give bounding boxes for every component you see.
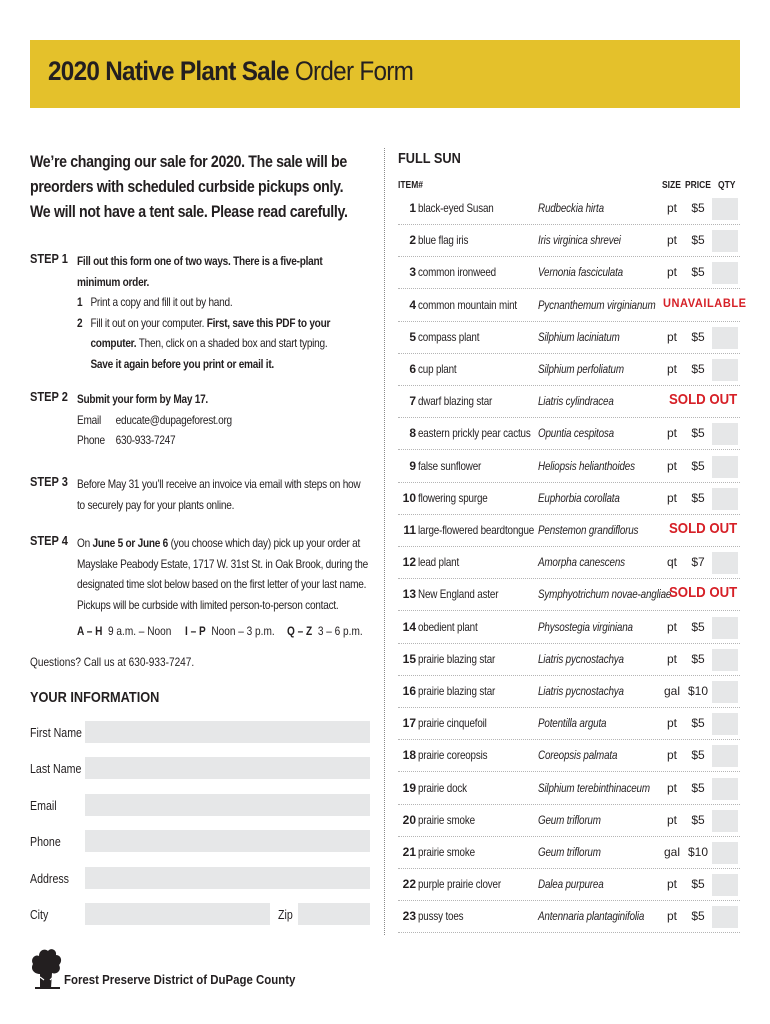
col-size-header: SIZE [662,180,681,191]
scientific-name: Antennaria plantaginifolia [538,909,645,924]
city-input[interactable] [85,903,270,925]
quantity-input[interactable] [712,681,738,703]
intro-line-1: We’re changing our sale for 2020. The sale will be [30,153,347,171]
item-size: pt [666,909,677,924]
item-size: pt [666,201,677,215]
address-field [30,867,370,889]
scientific-name: Symphyotrichum novae-angliae [538,587,672,602]
col-qty-header: QTY [718,180,736,191]
common-name: blue flag iris [418,233,469,248]
scientific-name: Liatris cylindracea [538,394,614,409]
item-size: pt [666,619,677,634]
scientific-name: Silphium perfoliatum [538,362,624,376]
quantity-input[interactable] [712,713,738,735]
step-1-label: STEP 1 [30,251,68,266]
step-4-line-2: Mayslake Peabody Estate, 1717 W. 31st St. in Oak Brook, during the [77,556,368,571]
item-price: $5 [691,909,705,924]
item-size: pt [666,362,677,376]
plant-row [398,676,740,708]
scientific-name: Silphium terebinthinaceum [538,780,650,795]
step-4-label: STEP 4 [30,533,68,548]
plant-row [398,515,740,547]
item-size: pt [666,748,677,763]
item-number: 22 [402,877,416,892]
scientific-name: Silphium laciniatum [538,329,620,344]
item-number: 15 [402,651,416,666]
scientific-name: Amorpha canescens [538,555,625,570]
common-name: eastern prickly pear cactus [418,426,531,441]
common-name: prairie smoke [418,812,475,827]
plant-row [398,740,740,772]
item-price: $5 [691,265,705,280]
quantity-input[interactable] [712,423,738,445]
common-name: common mountain mint [418,297,517,312]
pickup-slot-i-p: I – P Noon – 3 p.m. [185,624,275,638]
item-price: $5 [691,619,705,634]
common-name: lead plant [418,555,460,570]
page-title [48,56,413,87]
intro-line-2: preorders with scheduled curbside pickups only. [30,178,344,196]
address-input[interactable] [85,867,370,889]
common-name: common ironweed [418,265,496,280]
item-number: 16 [402,684,416,698]
item-price: $5 [691,490,705,505]
item-price: $5 [691,329,705,344]
item-number: 2 [409,233,416,248]
plant-row [398,805,740,837]
common-name: prairie blazing star [418,684,496,698]
common-name: pussy toes [418,909,464,924]
scientific-name: Penstemon grandiflorus [538,523,639,537]
last-name-input[interactable] [85,757,370,779]
step-1-option-2-cont: computer. Then, click on a shaded box and start typing. [90,336,328,350]
item-size: pt [666,780,677,795]
step-4-text [77,533,423,615]
item-number: 17 [402,716,416,731]
step-2-label: STEP 2 [30,389,68,404]
item-price: $5 [691,201,705,215]
plant-row [398,354,740,386]
phone-label: Phone [30,835,61,849]
step-1-line-2: minimum order. [77,274,150,289]
common-name: prairie coreopsis [418,748,488,763]
item-price: $5 [691,458,705,473]
common-name: black-eyed Susan [418,201,494,215]
quantity-input[interactable] [712,649,738,671]
intro-line-3: We will not have a tent sale. Please read carefully. [30,203,348,221]
phone-number: 630-933-7247 [115,433,176,447]
phone-field [30,830,370,852]
city-zip-field [30,903,370,925]
item-price: $5 [691,362,705,376]
item-size: pt [666,233,677,248]
plant-row [398,869,740,901]
phone-input[interactable] [85,830,370,852]
scientific-name: Pycnanthemum virginianum [538,297,656,312]
item-number: 8 [409,426,416,441]
step-2-line-1: Submit your form by May 17. [77,392,208,406]
plant-row [398,612,740,644]
quantity-input[interactable] [712,617,738,639]
email-label: Email [30,799,57,813]
plant-row [398,290,747,322]
item-price: $5 [691,716,705,731]
quantity-input[interactable] [712,230,738,252]
quantity-input[interactable] [712,552,738,574]
scientific-name: Coreopsis palmata [538,748,618,763]
plant-row [398,837,740,869]
plant-row [398,547,740,579]
col-item-header: ITEM# [398,180,424,191]
first-name-input[interactable] [85,721,370,743]
item-price: $5 [691,812,705,827]
item-number: 9 [409,458,416,473]
common-name: flowering spurge [418,490,488,505]
intro-text [30,150,399,225]
quantity-input[interactable] [712,842,738,864]
page-title-rest: Order Form [294,56,414,86]
quantity-input[interactable] [712,906,738,928]
item-number: 19 [402,780,416,795]
step-1-option-1: 1 Print a copy and fill it out by hand. [77,295,233,309]
plant-row [398,418,740,450]
common-name: purple prairie clover [418,877,501,892]
common-name: dwarf blazing star [418,394,493,409]
quantity-input[interactable] [712,745,738,767]
item-number: 23 [402,909,416,924]
header-banner [30,40,740,108]
item-number: 21 [402,845,416,859]
item-number: 11 [403,523,416,537]
step-3-line-2: to securely pay for your plants online. [77,497,235,512]
item-size: gal [663,845,680,859]
plant-row [398,451,740,483]
item-size: pt [666,458,677,473]
common-name: prairie cinquefoil [418,716,487,731]
scientific-name: Liatris pycnostachya [538,684,624,698]
step-4-line-3: designated time slot below based on the first letter of your last name. [77,577,367,591]
plant-row [398,483,740,515]
questions-text: Questions? Call us at 630-933-7247. [30,655,195,669]
common-name: prairie dock [418,780,467,795]
step-2-email: Email educate@dupageforest.org [77,412,232,427]
item-size: pt [666,426,677,441]
item-size: gal [663,684,680,698]
scientific-name: Heliopsis helianthoides [538,458,635,473]
item-price: $5 [691,877,705,892]
item-price: $5 [691,780,705,795]
plant-row [398,193,740,225]
email-input[interactable] [85,794,370,816]
common-name: prairie blazing star [418,651,496,666]
pickup-slot-q-z: Q – Z 3 – 6 p.m. [287,624,363,638]
item-number: 7 [409,394,416,409]
column-divider [384,148,385,935]
scientific-name: Opuntia cespitosa [538,426,614,441]
plant-row [398,644,740,676]
plant-row [398,901,740,933]
item-size: pt [666,651,677,666]
org-logo [30,944,296,990]
last-name-label: Last Name [30,762,82,776]
item-number: 10 [402,490,416,505]
common-name: obedient plant [418,619,478,634]
quantity-input[interactable] [712,874,738,896]
item-number: 20 [402,812,416,827]
item-number: 4 [409,297,416,312]
scientific-name: Vernonia fasciculata [538,265,623,280]
item-number: 13 [402,587,416,602]
scientific-name: Dalea purpurea [538,877,604,892]
common-name: prairie smoke [418,845,475,859]
first-name-label: First Name [30,726,82,740]
quantity-input[interactable] [712,778,738,800]
full-sun-heading: FULL SUN [398,150,461,167]
email-field [30,794,370,816]
item-size: pt [666,265,677,280]
item-price: $10 [687,845,709,859]
item-price: $5 [691,748,705,763]
scientific-name: Rudbeckia hirta [538,201,604,215]
scientific-name: Geum triflorum [538,845,601,859]
item-size: pt [666,812,677,827]
step-4-line-4: Pickups will be curbside with limited person-to-person contact. [77,597,339,612]
plant-row [398,386,740,418]
status-badge: UNAVAILABLE [663,295,747,310]
common-name: New England aster [418,587,499,602]
step-2-phone: Phone 630-933-7247 [77,433,176,447]
tree-logo-icon [30,944,64,990]
zip-input[interactable] [298,903,370,925]
plant-row [398,322,740,354]
org-name: Forest Preserve District of DuPage County [64,972,296,987]
step-1-option-2-save: Save it again before you print or email it. [90,356,274,371]
step-1-option-2: 2 Fill it out on your computer. First, save this PDF to your [77,315,331,330]
step-3-line-1: Before May 31 you’ll receive an invoice via email with steps on how [77,477,361,491]
scientific-name: Geum triflorum [538,812,601,827]
quantity-input[interactable] [712,359,738,381]
scientific-name: Physostegia virginiana [538,619,633,634]
your-information-heading: YOUR INFORMATION [30,689,160,706]
item-price: $7 [691,555,705,570]
status-badge: SOLD OUT [669,584,738,602]
item-size: pt [666,716,677,731]
scientific-name: Liatris pycnostachya [538,651,624,666]
pickup-slot-a-h: A – H 9 a.m. – Noon [77,624,172,638]
item-size: pt [666,329,677,344]
city-label: City [30,908,49,922]
scientific-name: Iris virginica shrevei [538,233,621,248]
item-number: 6 [409,362,416,376]
quantity-input[interactable] [712,262,738,284]
quantity-input[interactable] [712,198,738,220]
common-name: cup plant [418,362,457,376]
common-name: large-flowered beardtongue [418,523,535,537]
step-2-text [77,389,261,451]
last-name-field [30,757,370,779]
zip-label: Zip [278,908,293,922]
plant-row [398,773,740,805]
item-number: 1 [409,201,416,215]
plant-row [398,579,740,611]
step-3-text [77,474,414,515]
item-number: 12 [402,555,416,570]
item-number: 3 [409,265,416,280]
item-price: $5 [691,651,705,666]
quantity-input[interactable] [712,456,738,478]
item-price: $5 [691,233,705,248]
item-size: qt [666,555,677,570]
status-badge: SOLD OUT [669,391,738,409]
status-badge: SOLD OUT [669,520,738,537]
address-label: Address [30,872,69,886]
step-1-text [77,251,378,374]
item-size: pt [666,877,677,892]
item-size: pt [666,490,677,505]
quantity-input[interactable] [712,327,738,349]
page-title-bold: 2020 Native Plant Sale [48,56,289,86]
plant-row [398,225,740,257]
first-name-field [30,721,370,743]
email-link[interactable]: educate@dupageforest.org [115,412,232,427]
scientific-name: Potentilla arguta [538,716,607,731]
item-number: 18 [402,748,416,763]
item-price: $5 [691,426,705,441]
step-3-label: STEP 3 [30,474,68,489]
item-price: $10 [687,684,709,698]
plant-row [398,708,740,740]
step-1-line-1: Fill out this form one of two ways. There is a five-plant [77,254,323,268]
item-number: 14 [402,619,416,634]
step-4-line-1: On June 5 or June 6 (you choose which day) pick up your order at [77,536,361,550]
item-number: 5 [409,329,416,344]
quantity-input[interactable] [712,810,738,832]
common-name: false sunflower [418,458,482,473]
scientific-name: Euphorbia corollata [538,490,620,505]
quantity-input[interactable] [712,488,738,510]
common-name: compass plant [418,329,480,344]
plant-row [398,257,740,289]
col-price-header: PRICE [685,180,711,191]
